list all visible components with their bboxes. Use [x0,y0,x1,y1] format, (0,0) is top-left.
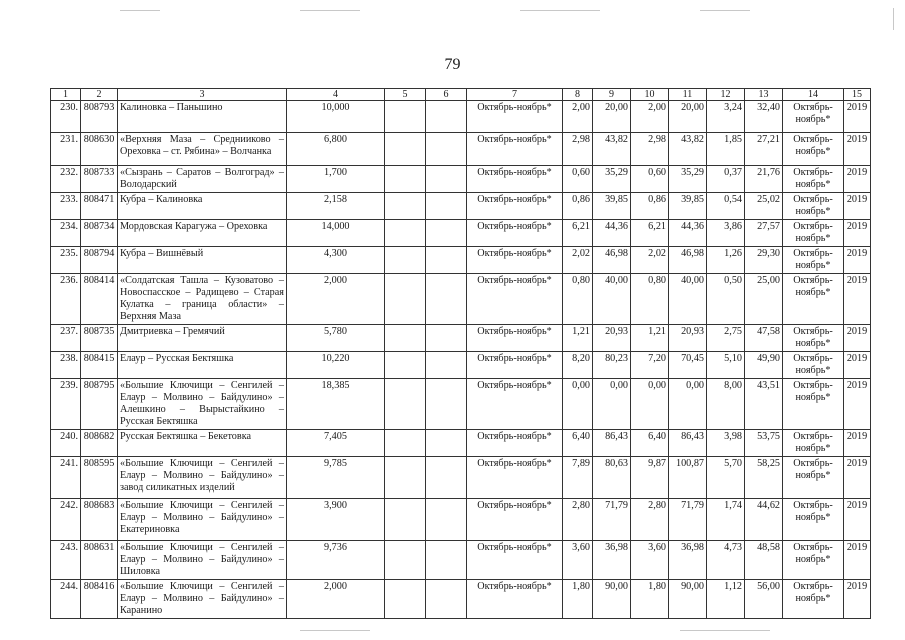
column-header: 1 [51,89,81,101]
road-length: 2,000 [287,274,385,325]
value-col9: 90,00 [593,580,631,619]
period-start: Октябрь-ноябрь* [467,274,563,325]
value-col10: 6,21 [631,220,669,247]
value-col12: 8,00 [707,379,745,430]
year-cell: 2019 [844,247,871,274]
road-name: «Большие Ключищи – Сенгилей – Елаур – Молвино – Байдулино» – Алешкино – Вырыстайкино – Русская Бектяшка [118,379,287,430]
value-col13: 56,00 [745,580,783,619]
period-start: Октябрь-ноябрь* [467,101,563,133]
value-col10: 7,20 [631,352,669,379]
column-header: 2 [81,89,118,101]
col6-cell [426,166,467,193]
value-col8: 0,60 [563,166,593,193]
year-cell: 2019 [844,166,871,193]
period-end: Октябрь-ноябрь* [783,499,844,541]
column-header: 5 [385,89,426,101]
year-cell: 2019 [844,325,871,352]
period-start: Октябрь-ноябрь* [467,247,563,274]
value-col10: 0,60 [631,166,669,193]
col5-cell [385,580,426,619]
period-start: Октябрь-ноябрь* [467,541,563,580]
period-end: Октябрь-ноябрь* [783,352,844,379]
table-row [51,133,871,166]
value-col12: 1,12 [707,580,745,619]
value-col13: 47,58 [745,325,783,352]
period-end: Октябрь-ноябрь* [783,541,844,580]
value-col9: 80,63 [593,457,631,499]
column-header: 14 [783,89,844,101]
column-header: 13 [745,89,783,101]
road-id: 808415 [81,352,118,379]
value-col12: 1,85 [707,133,745,166]
road-length: 18,385 [287,379,385,430]
road-name: «Сызрань – Саратов – Волгоград» – Володарский [118,166,287,193]
col6-cell [426,352,467,379]
value-col10: 2,02 [631,247,669,274]
value-col13: 21,76 [745,166,783,193]
period-start: Октябрь-ноябрь* [467,133,563,166]
period-end: Октябрь-ноябрь* [783,430,844,457]
period-end: Октябрь-ноябрь* [783,457,844,499]
period-start: Октябрь-ноябрь* [467,499,563,541]
value-col12: 3,86 [707,220,745,247]
road-name: «Верхняя Маза – Среднииково – Ореховка – ст. Рябина» – Волчанка [118,133,287,166]
value-col10: 0,86 [631,193,669,220]
value-col11: 40,00 [669,274,707,325]
col5-cell [385,379,426,430]
row-number: 234. [51,220,81,247]
value-col10: 0,80 [631,274,669,325]
col5-cell [385,220,426,247]
value-col9: 86,43 [593,430,631,457]
road-name: Русская Бектяшка – Бекетовка [118,430,287,457]
table-row [51,457,871,499]
value-col8: 6,40 [563,430,593,457]
road-id: 808631 [81,541,118,580]
row-number: 232. [51,166,81,193]
period-start: Октябрь-ноябрь* [467,457,563,499]
road-length: 3,900 [287,499,385,541]
value-col12: 5,10 [707,352,745,379]
table-row [51,430,871,457]
table-row [51,101,871,133]
value-col11: 20,00 [669,101,707,133]
column-header: 11 [669,89,707,101]
road-name: Кубра – Калиновка [118,193,287,220]
road-length: 10,000 [287,101,385,133]
road-id: 808416 [81,580,118,619]
table-row [51,379,871,430]
value-col8: 0,00 [563,379,593,430]
value-col13: 25,00 [745,274,783,325]
col5-cell [385,247,426,274]
value-col13: 48,58 [745,541,783,580]
road-name: «Большие Ключищи – Сенгилей – Елаур – Молвино – Байдулино» – Каранино [118,580,287,619]
value-col10: 1,80 [631,580,669,619]
road-id: 808733 [81,166,118,193]
row-number: 236. [51,274,81,325]
period-end: Октябрь-ноябрь* [783,101,844,133]
value-col10: 6,40 [631,430,669,457]
value-col9: 71,79 [593,499,631,541]
value-col11: 86,43 [669,430,707,457]
period-end: Октябрь-ноябрь* [783,193,844,220]
road-length: 4,300 [287,247,385,274]
col5-cell [385,133,426,166]
value-col12: 1,26 [707,247,745,274]
row-number: 231. [51,133,81,166]
value-col9: 44,36 [593,220,631,247]
column-header: 15 [844,89,871,101]
year-cell: 2019 [844,101,871,133]
value-col8: 1,21 [563,325,593,352]
table-row [51,247,871,274]
year-cell: 2019 [844,457,871,499]
row-number: 240. [51,430,81,457]
value-col12: 3,98 [707,430,745,457]
col6-cell [426,193,467,220]
col5-cell [385,193,426,220]
header-row [51,89,871,101]
col6-cell [426,430,467,457]
value-col11: 44,36 [669,220,707,247]
value-col10: 3,60 [631,541,669,580]
value-col9: 43,82 [593,133,631,166]
period-end: Октябрь-ноябрь* [783,580,844,619]
period-end: Октябрь-ноябрь* [783,379,844,430]
value-col9: 80,23 [593,352,631,379]
road-id: 808793 [81,101,118,133]
road-id: 808414 [81,274,118,325]
value-col8: 2,80 [563,499,593,541]
value-col8: 0,80 [563,274,593,325]
road-length: 2,158 [287,193,385,220]
road-name: «Солдатская Ташла – Кузоватово – Новоспасское – Радищево – Старая Кулатка – граница области» – Верхняя Маза [118,274,287,325]
table-row [51,166,871,193]
value-col8: 3,60 [563,541,593,580]
road-name: «Большие Ключищи – Сенгилей – Елаур – Молвино – Байдулино» – завод силикатных изделий [118,457,287,499]
row-number: 238. [51,352,81,379]
period-end: Октябрь-ноябрь* [783,220,844,247]
year-cell: 2019 [844,352,871,379]
table-row [51,499,871,541]
road-id: 808734 [81,220,118,247]
col5-cell [385,101,426,133]
value-col8: 8,20 [563,352,593,379]
road-length: 7,405 [287,430,385,457]
value-col13: 32,40 [745,101,783,133]
scan-artifact [300,10,360,11]
value-col8: 1,80 [563,580,593,619]
scan-artifact [300,630,370,631]
period-end: Октябрь-ноябрь* [783,274,844,325]
value-col11: 39,85 [669,193,707,220]
value-col11: 0,00 [669,379,707,430]
scan-artifact [700,10,750,11]
column-header: 12 [707,89,745,101]
road-length: 10,220 [287,352,385,379]
value-col12: 1,74 [707,499,745,541]
page-number: 79 [444,56,461,73]
value-col10: 0,00 [631,379,669,430]
col6-cell [426,325,467,352]
column-header: 6 [426,89,467,101]
value-col10: 2,00 [631,101,669,133]
value-col12: 5,70 [707,457,745,499]
col5-cell [385,499,426,541]
col5-cell [385,166,426,193]
value-col10: 2,98 [631,133,669,166]
road-id: 808795 [81,379,118,430]
row-number: 243. [51,541,81,580]
row-number: 242. [51,499,81,541]
road-length: 5,780 [287,325,385,352]
period-start: Октябрь-ноябрь* [467,166,563,193]
period-start: Октябрь-ноябрь* [467,430,563,457]
scan-artifact [680,630,770,631]
road-table [50,88,871,619]
col6-cell [426,379,467,430]
value-col9: 40,00 [593,274,631,325]
table-row [51,274,871,325]
period-end: Октябрь-ноябрь* [783,133,844,166]
road-id: 808683 [81,499,118,541]
value-col13: 49,90 [745,352,783,379]
road-name: Калиновка – Паньшино [118,101,287,133]
value-col10: 2,80 [631,499,669,541]
value-col8: 6,21 [563,220,593,247]
row-number: 235. [51,247,81,274]
value-col9: 35,29 [593,166,631,193]
road-length: 1,700 [287,166,385,193]
column-header: 7 [467,89,563,101]
period-end: Октябрь-ноябрь* [783,325,844,352]
road-id: 808630 [81,133,118,166]
road-name: Мордовская Карагужа – Ореховка [118,220,287,247]
value-col12: 3,24 [707,101,745,133]
road-id: 808794 [81,247,118,274]
value-col11: 71,79 [669,499,707,541]
scan-artifact [520,10,600,11]
value-col12: 0,50 [707,274,745,325]
column-header: 10 [631,89,669,101]
value-col9: 0,00 [593,379,631,430]
value-col11: 70,45 [669,352,707,379]
value-col11: 100,87 [669,457,707,499]
value-col12: 2,75 [707,325,745,352]
value-col8: 0,86 [563,193,593,220]
value-col10: 9,87 [631,457,669,499]
column-header: 4 [287,89,385,101]
road-length: 9,736 [287,541,385,580]
table-row [51,580,871,619]
road-length: 6,800 [287,133,385,166]
road-length: 14,000 [287,220,385,247]
col5-cell [385,457,426,499]
row-number: 233. [51,193,81,220]
col6-cell [426,580,467,619]
col6-cell [426,499,467,541]
period-start: Октябрь-ноябрь* [467,379,563,430]
road-id: 808595 [81,457,118,499]
value-col13: 29,30 [745,247,783,274]
row-number: 241. [51,457,81,499]
year-cell: 2019 [844,193,871,220]
col6-cell [426,247,467,274]
row-number: 244. [51,580,81,619]
row-number: 237. [51,325,81,352]
value-col10: 1,21 [631,325,669,352]
year-cell: 2019 [844,274,871,325]
period-start: Октябрь-ноябрь* [467,193,563,220]
year-cell: 2019 [844,379,871,430]
value-col13: 27,57 [745,220,783,247]
table-row [51,220,871,247]
col6-cell [426,457,467,499]
row-number: 230. [51,101,81,133]
period-start: Октябрь-ноябрь* [467,352,563,379]
road-name: Елаур – Русская Бектяшка [118,352,287,379]
period-start: Октябрь-ноябрь* [467,220,563,247]
col5-cell [385,541,426,580]
year-cell: 2019 [844,580,871,619]
period-end: Октябрь-ноябрь* [783,247,844,274]
value-col8: 2,00 [563,101,593,133]
value-col13: 43,51 [745,379,783,430]
col5-cell [385,274,426,325]
table-row [51,193,871,220]
table-row [51,541,871,580]
year-cell: 2019 [844,220,871,247]
col6-cell [426,541,467,580]
value-col9: 20,00 [593,101,631,133]
value-col12: 0,54 [707,193,745,220]
road-length: 2,000 [287,580,385,619]
table-row [51,352,871,379]
value-col8: 2,02 [563,247,593,274]
value-col8: 2,98 [563,133,593,166]
period-end: Октябрь-ноябрь* [783,166,844,193]
column-header: 3 [118,89,287,101]
road-name: Дмитриевка – Гремячий [118,325,287,352]
col6-cell [426,274,467,325]
period-start: Октябрь-ноябрь* [467,580,563,619]
road-name: «Большие Ключищи – Сенгилей – Елаур – Молвино – Байдулино» – Шиловка [118,541,287,580]
value-col12: 0,37 [707,166,745,193]
year-cell: 2019 [844,430,871,457]
value-col11: 90,00 [669,580,707,619]
column-header: 9 [593,89,631,101]
value-col9: 46,98 [593,247,631,274]
value-col13: 44,62 [745,499,783,541]
year-cell: 2019 [844,541,871,580]
col6-cell [426,220,467,247]
value-col12: 4,73 [707,541,745,580]
value-col11: 36,98 [669,541,707,580]
road-name: Кубра – Вишнёвый [118,247,287,274]
table-row [51,325,871,352]
year-cell: 2019 [844,499,871,541]
road-id: 808682 [81,430,118,457]
value-col11: 35,29 [669,166,707,193]
year-cell: 2019 [844,133,871,166]
value-col9: 39,85 [593,193,631,220]
road-id: 808735 [81,325,118,352]
col6-cell [426,133,467,166]
column-header: 8 [563,89,593,101]
value-col11: 20,93 [669,325,707,352]
value-col13: 53,75 [745,430,783,457]
value-col9: 20,93 [593,325,631,352]
value-col11: 43,82 [669,133,707,166]
road-length: 9,785 [287,457,385,499]
col5-cell [385,430,426,457]
col5-cell [385,325,426,352]
row-number: 239. [51,379,81,430]
road-name: «Большие Ключищи – Сенгилей – Елаур – Молвино – Байдулино» – Екатериновка [118,499,287,541]
value-col13: 58,25 [745,457,783,499]
period-start: Октябрь-ноябрь* [467,325,563,352]
value-col13: 25,02 [745,193,783,220]
scan-artifact [893,8,894,30]
road-id: 808471 [81,193,118,220]
value-col11: 46,98 [669,247,707,274]
value-col8: 7,89 [563,457,593,499]
scan-artifact [120,10,160,11]
value-col13: 27,21 [745,133,783,166]
value-col9: 36,98 [593,541,631,580]
col5-cell [385,352,426,379]
col6-cell [426,101,467,133]
